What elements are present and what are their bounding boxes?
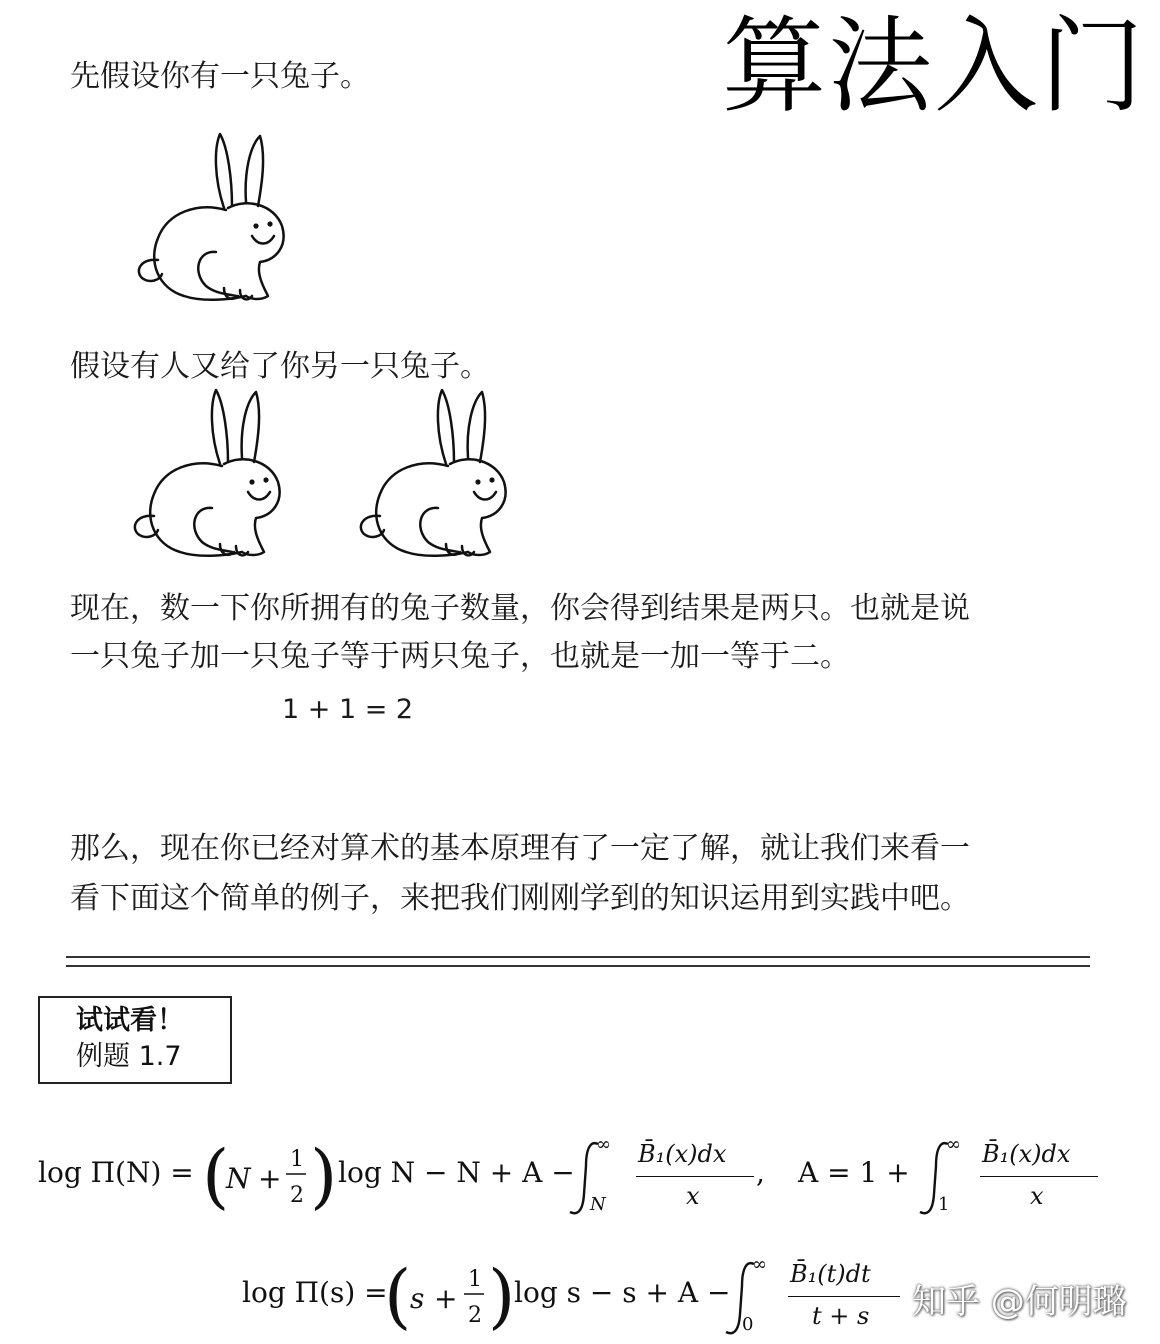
divider-line	[66, 965, 1090, 967]
svg-text:1: 1	[468, 1267, 482, 1292]
svg-text:): )	[488, 1255, 516, 1337]
svg-text:(: (	[202, 1135, 230, 1217]
fraction-bar	[636, 1176, 754, 1177]
simple-equation: 1 + 1 = 2	[282, 694, 414, 725]
integral-sign-icon	[724, 1256, 784, 1340]
rabbit-illustration	[350, 384, 510, 564]
formula2-lhs: log Π(s) =	[242, 1276, 388, 1309]
example-number: 例题 1.7	[76, 1041, 182, 1072]
formula1-separator: ,	[756, 1156, 765, 1189]
formula1-paren-group	[202, 1135, 338, 1220]
formula1-denominator: x	[686, 1182, 700, 1210]
formula2-numerator: B̄₁(t)dt	[790, 1260, 871, 1288]
second-rabbit-text: 假设有人又给了你另一只兔子。	[70, 349, 490, 384]
stirling-formula-2	[242, 1256, 922, 1340]
svg-text:∞: ∞	[596, 1134, 611, 1155]
formula2-int-lower: 0	[742, 1314, 754, 1335]
formula1-lhs: log Π(N) =	[38, 1156, 194, 1189]
svg-text:+: +	[258, 1162, 282, 1195]
example-box	[38, 996, 232, 1084]
formula1-int-lower: N	[590, 1194, 606, 1215]
svg-text:∞: ∞	[946, 1134, 961, 1155]
svg-text:): )	[310, 1135, 338, 1217]
intro-text: 先假设你有一只兔子。	[70, 59, 370, 94]
stirling-formula-1	[38, 1136, 1108, 1220]
formula1-numerator: B̄₁(x)dx	[638, 1140, 727, 1168]
transition-text-line2: 看下面这个简单的例子，来把我们刚刚学到的知识运用到实践中吧。	[70, 881, 970, 916]
svg-text:1: 1	[290, 1147, 304, 1172]
svg-text:(: (	[384, 1255, 412, 1337]
try-it-label: 试试看！	[76, 1005, 184, 1036]
svg-text:+: +	[434, 1282, 458, 1315]
page-title: 算法入门	[722, 5, 1147, 127]
transition-text-line1: 那么，现在你已经对算术的基本原理有了一定了解，就让我们来看一	[70, 831, 970, 866]
svg-text:2: 2	[290, 1183, 304, 1208]
formula1-int2-lower: 1	[938, 1194, 950, 1215]
formula1-rhs-start: A = 1 +	[798, 1156, 910, 1189]
fraction-bar	[980, 1176, 1098, 1177]
fraction-bar	[788, 1296, 900, 1297]
formula1-denominator-2: x	[1030, 1182, 1044, 1210]
svg-text:s: s	[410, 1282, 425, 1315]
rabbit-illustration	[128, 128, 288, 308]
formula2-denominator: t + s	[812, 1302, 870, 1330]
divider-line	[66, 956, 1090, 958]
count-text-line2: 一只兔子加一只兔子等于两只兔子，也就是一加一等于二。	[70, 639, 850, 674]
formula2-paren-group	[384, 1256, 514, 1340]
formula2-mid: log s − s + A −	[514, 1276, 731, 1309]
count-text-line1: 现在，数一下你所拥有的兔子数量，你会得到结果是两只。也就是说	[70, 591, 970, 626]
watermark: 知乎 @何明璐	[912, 1282, 1127, 1322]
formula1-mid: log N − N + A −	[338, 1156, 575, 1189]
svg-text:N: N	[226, 1162, 251, 1195]
rabbit-illustration	[124, 384, 284, 564]
svg-text:2: 2	[468, 1303, 482, 1328]
svg-text:∞: ∞	[752, 1254, 767, 1275]
formula1-numerator-2: B̄₁(x)dx	[982, 1140, 1071, 1168]
